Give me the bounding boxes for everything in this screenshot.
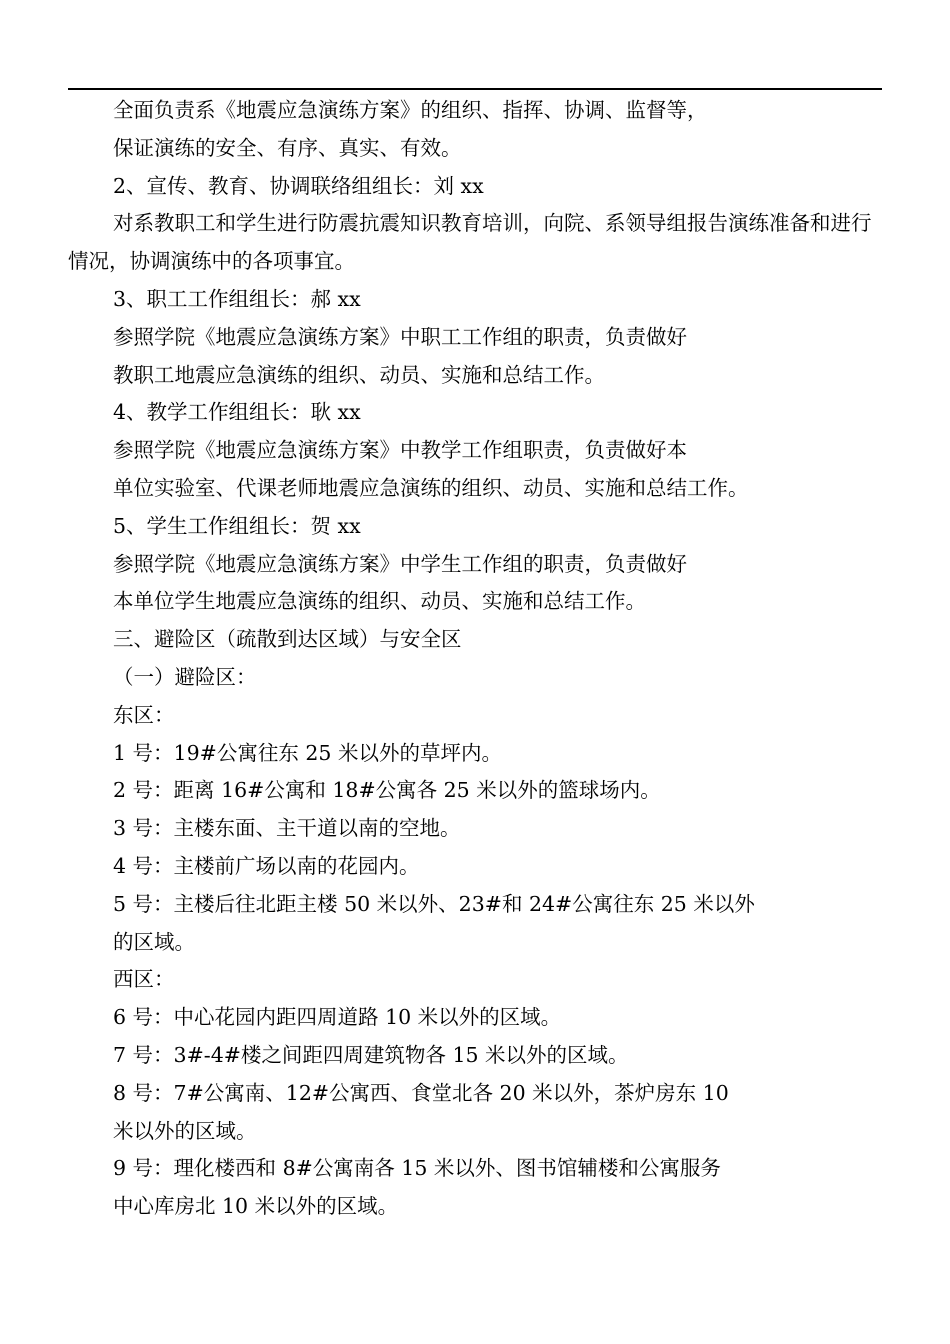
area-heading: 东区： bbox=[113, 702, 175, 727]
list-item: 6 号：中心花园内距四周道路 10 米以外的区域。 bbox=[113, 1005, 562, 1030]
list-item: 5 号：主楼后往北距主楼 50 米以外、23#和 24#公寓往东 25 米以外 bbox=[113, 891, 755, 916]
text-line: 本单位学生地震应急演练的组织、动员、实施和总结工作。 bbox=[113, 589, 646, 614]
section-heading: 3、职工工作组组长：郝 xx bbox=[113, 286, 361, 311]
header-rule bbox=[68, 88, 882, 90]
list-item: 4 号：主楼前广场以南的花园内。 bbox=[113, 853, 420, 878]
section-heading: 2、宣传、教育、协调联络组组长：刘 xx bbox=[113, 173, 484, 198]
list-item: 7 号：3#-4#楼之间距四周建筑物各 15 米以外的区域。 bbox=[113, 1042, 629, 1067]
list-item-continuation: 中心库房北 10 米以外的区域。 bbox=[113, 1194, 399, 1219]
section-heading: 5、学生工作组组长：贺 xx bbox=[113, 513, 361, 538]
list-item: 3 号：主楼东面、主干道以南的空地。 bbox=[113, 816, 461, 841]
chapter-heading: 三、避险区（疏散到达区域）与安全区 bbox=[113, 627, 462, 652]
list-item-continuation: 的区域。 bbox=[113, 929, 195, 954]
text-line: 保证演练的安全、有序、真实、有效。 bbox=[113, 135, 462, 160]
subsection-heading: （一）避险区： bbox=[113, 664, 257, 689]
list-item: 9 号：理化楼西和 8#公寓南各 15 米以外、图书馆辅楼和公寓服务 bbox=[113, 1156, 721, 1181]
list-item-continuation: 米以外的区域。 bbox=[113, 1118, 257, 1143]
text-line: 参照学院《地震应急演练方案》中教学工作组职责，负责做好本 bbox=[113, 438, 687, 463]
text-line: 单位实验室、代课老师地震应急演练的组织、动员、实施和总结工作。 bbox=[113, 475, 749, 500]
text-line: 全面负责系《地震应急演练方案》的组织、指挥、协调、监督等， bbox=[113, 98, 708, 122]
list-item: 1 号：19#公寓往东 25 米以外的草坪内。 bbox=[113, 740, 502, 765]
text-line: 参照学院《地震应急演练方案》中职工工作组的职责，负责做好 bbox=[113, 324, 687, 349]
paragraph: 对系教职工和学生进行防震抗震知识教育培训，向院、系领导组报告演练准备和进行情况，协调演练中的各项事宜。 bbox=[68, 211, 872, 274]
list-item: 2 号：距离 16#公寓和 18#公寓各 25 米以外的篮球场内。 bbox=[113, 778, 661, 803]
document-body bbox=[68, 92, 882, 1226]
list-item: 8 号：7#公寓南、12#公寓西、食堂北各 20 米以外，茶炉房东 10 bbox=[113, 1080, 729, 1105]
area-heading: 西区： bbox=[113, 967, 175, 992]
section-heading: 4、教学工作组组长：耿 xx bbox=[113, 400, 361, 425]
text-line: 参照学院《地震应急演练方案》中学生工作组的职责，负责做好 bbox=[113, 551, 687, 576]
text-line: 教职工地震应急演练的组织、动员、实施和总结工作。 bbox=[113, 362, 605, 387]
